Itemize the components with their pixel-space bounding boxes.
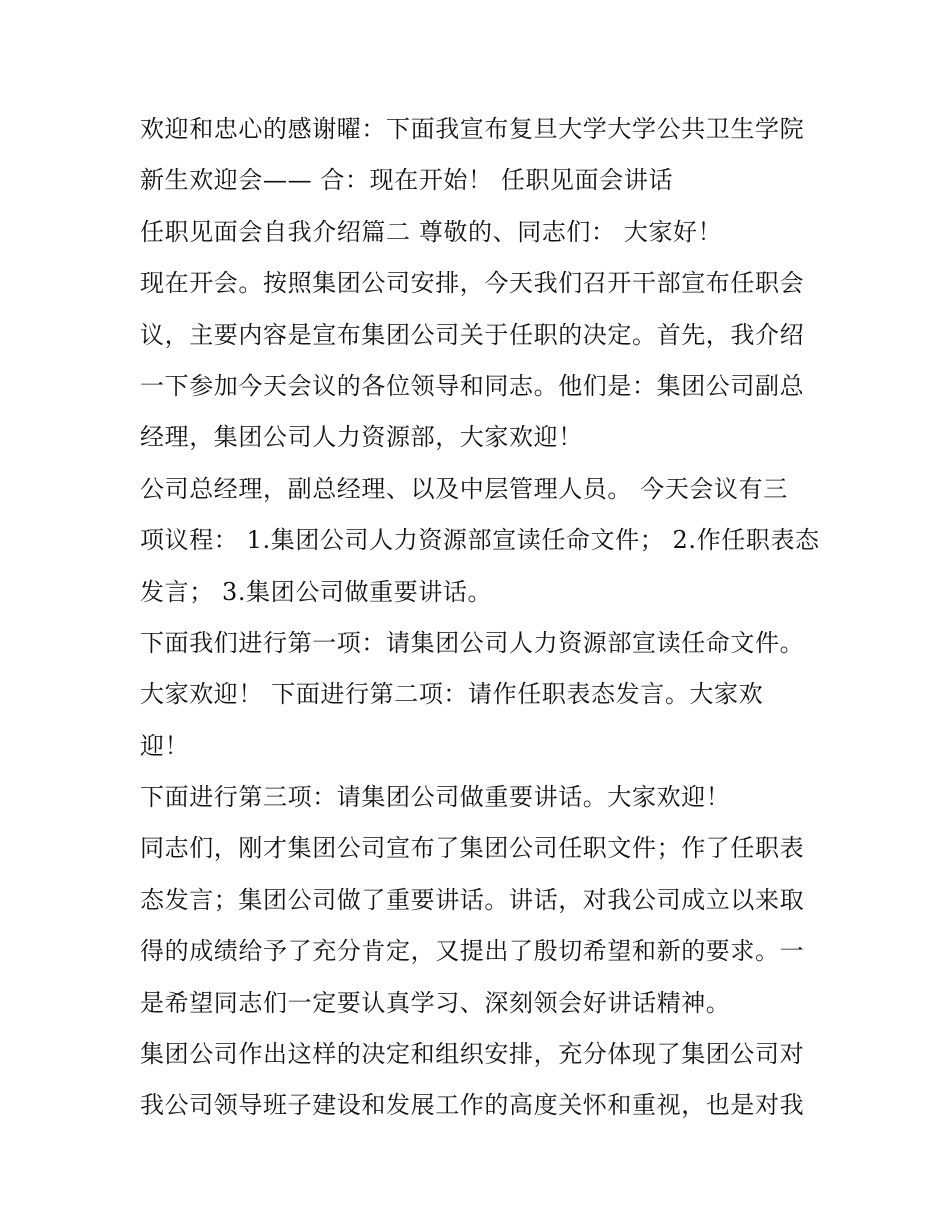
text-line: 态发言；集团公司做了重要讲话。讲话，对我公司成立以来取	[140, 885, 805, 914]
text-line: 新生欢迎会—— 合：现在开始！ 任职见面会讲话	[140, 166, 674, 195]
text-line: 一下参加今天会议的各位领导和同志。他们是：集团公司副总	[140, 371, 805, 400]
text-line: 大家欢迎！ 下面进行第二项：请作任职表态发言。大家欢	[140, 680, 764, 709]
text-line: 迎！	[140, 731, 190, 760]
text-line: 集团公司作出这样的决定和组织安排，充分体现了集团公司对	[140, 1040, 805, 1069]
text-line: 任职见面会自我介绍篇二 尊敬的、同志们： 大家好！	[140, 217, 723, 246]
text-line: 发言； 3.集团公司做重要讲话。	[140, 577, 493, 606]
text-line: 我公司领导班子建设和发展工作的高度关怀和重视，也是对我	[140, 1091, 805, 1120]
text-line: 项议程： 1.集团公司人力资源部宣读任命文件； 2.作任职表态	[140, 526, 820, 555]
text-line: 公司总经理，副总经理、以及中层管理人员。 今天会议有三	[140, 474, 788, 503]
text-line: 是希望同志们一定要认真学习、深刻领会好讲话精神。	[140, 988, 731, 1017]
text-line: 下面进行第三项：请集团公司做重要讲话。大家欢迎！	[140, 783, 731, 812]
text-line: 下面我们进行第一项：请集团公司人力资源部宣读任命文件。	[140, 628, 805, 657]
text-line: 议，主要内容是宣布集团公司关于任职的决定。首先，我介绍	[140, 320, 805, 349]
text-line: 经理，集团公司人力资源部，大家欢迎！	[140, 423, 583, 452]
text-line: 欢迎和忠心的感谢曜：下面我宣布复旦大学大学公共卫生学院	[140, 115, 805, 143]
text-line: 得的成绩给予了充分肯定，又提出了殷切希望和新的要求。一	[140, 937, 805, 966]
document-body	[140, 104, 820, 1132]
text-line: 同志们，刚才集团公司宣布了集团公司任职文件；作了任职表	[140, 834, 805, 863]
text-line: 现在开会。按照集团公司安排，今天我们召开干部宣布任职会	[140, 269, 805, 298]
